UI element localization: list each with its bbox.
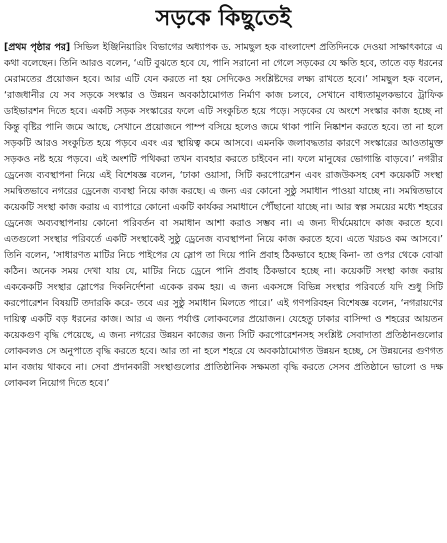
newspaper-clipping [0,6,447,543]
article-headline: সড়কে কিছুতেই [155,6,292,31]
continued-label-text: প্রথম পৃষ্ঠার পর [8,42,66,53]
continuation-label: [প্রথম পৃষ্ঠার পর] [4,42,71,53]
article-body-paragraph [4,40,443,392]
article-body-text: সিভিল ইঞ্জিনিয়ারিং বিভাগের অধ্যাপক ড. সামছুল হক বাংলাদেশ প্রতিদিনকে দেওয়া সাক্ষাৎকারে এ কথা বলেছেন। তিনি আরও বলেন, ‘এটি বুঝতে হবে যে, পানি সরানো না গেলে সড়কের যে ক্ষতি হবে, তাতে বড় ধরনের মেরামতের প্রয়োজন হবে। আর এটি যেন করতে না হয় সেদিকেও সংশ্লিষ্টদের লক্ষ্য রাখতে হবে।’ সামছুল হক বলেন, ‘রাজধানীর যে সব সড়কে সংস্কার ও উন্নয়ন অবকাঠামোগত নির্মাণ কাজ চলবে, সেখানে বাধ্যতামূলকভাবে ট্রাফিক ডাইভারশন দিতে হবে। একটি সড়ক সংস্কারের ফলে এটি সংকুচিত হয়ে পড়ে। সড়কের যে অংশে সংস্কার কাজ হচ্ছে না কিন্তু বৃষ্টির পানি জমে আছে, সেখানে প্রয়োজনে পাম্প বসিয়ে হলেও জমে থাকা পানি নিষ্কাশন করতে হবে। তা না হলে সড়কটি আরও সংকুচিত হয়ে পড়বে এবং এর স্থায়িত্ব কমে আসবে। এমনকি জলাবদ্ধতার কারণে সংস্কারের আওতামুক্ত সড়কও নষ্ট হয়ে পড়বে। এই অংশটি পথিকরা তখন ব্যবহার করতে চাইবেন না। ফলে মানুষের ভোগান্তি বাড়বে।’ নগরীর ড্রেনেজ ব্যবস্থাপনা নিয়ে এই বিশেষজ্ঞ বলেন, ‘ঢাকা ওয়াসা, সিটি করপোরেশন এবং রাজউকসহ বেশ কয়েকটি সংস্থা সমন্বিতভাবে নগরের ড্রেনেজ ব্যবস্থা নিয়ে কাজ করছে। এ জন্য এর কোনো সুষ্ঠু সমাধান পাওয়া যাচ্ছে না। সমন্বিতভাবে কয়েকটি সংস্থা কাজ করায় এ ব্যাপারে কোনো একটি কার্যকর সমাধানে পৌঁছানো যাচ্ছে না। আর স্বল্প সময়ের মধ্যে শহরের ড্রেনেজ অব্যবস্থাপনায় কোনো পরিবর্তন বা সমাধান আশা করাও সম্ভব না। এ জন্য দীর্ঘমেয়াদে কাজ করতে হবে। এতগুলো সংস্থার পরিবর্তে একটি সংস্থাকেই সুষ্ঠু ড্রেনেজ ব্যবস্থাপনা নিয়ে কাজ করতে হবে। এতে খরচও কম আসবে।’ তিনি বলেন, ‘সাধারণত মাটির নিচে পাইপের যে স্লোপ তা দিয়ে পানি প্রবাহ ঠিকভাবে হচ্ছে কিনা- তা ওপর থেকে বোঝা কঠিন। অনেক সময় দেখা যায় যে, মাটির নিচে ড্রেনে পানি প্রবাহ ঠিকভাবে হচ্ছে না। কয়েকটি সংস্থা কাজ করায় এককেকটি সংস্থার স্লোপের দিকনির্দেশনা একেক রকম হয়। এ জন্য একসঙ্গে বিভিন্ন সংস্থার পরিবর্তে যদি শুধু সিটি করপোরেশন বিষয়টি তদারকি করে- তবে এর সুষ্ঠু সমাধান মিলতে পারে।’ এই গণপরিবহন বিশেষজ্ঞ বলেন, ‘নগরায়ণের দায়িত্ব একটি বড় ধরনের কাজ। আর এ জন্য পর্যাপ্ত লোকবলের প্রয়োজন। যেহেতু ঢাকার বাসিন্দা ও শহরের আয়তন কয়েকগুণ বৃদ্ধি পেয়েছে, এ জন্য নগরের উন্নয়ন কাজের জন্য সিটি করপোরেশনসহ সংশ্লিষ্ট সেবাদাতা প্রতিষ্ঠানগুলোর লোকবলও সে অনুপাতে বৃদ্ধি করতে হবে। আর তা না হলে শহরে যে অবকাঠামোগত উন্নয়ন হচ্ছে, সে উন্নয়নের গুণগত মান বজায় থাকবে না। সেবা প্রদানকারী সংস্থাগুলোর প্রাতিষ্ঠানিক সক্ষমতা বৃদ্ধি করতে সেসব প্রতিষ্ঠানে ভালো ও দক্ষ লোকবল নিয়োগ দিতে হবে।’ [4,42,443,389]
